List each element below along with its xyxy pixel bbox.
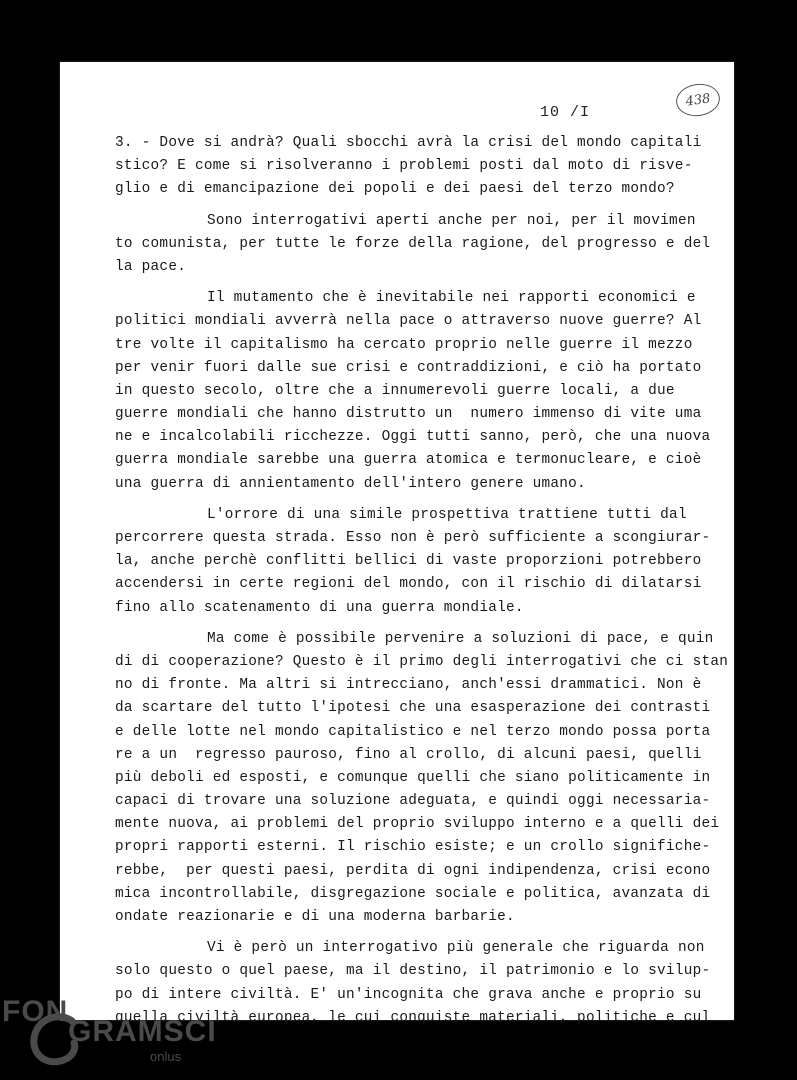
text-line: una guerra di annientamento dell'intero genere umano. bbox=[115, 475, 586, 492]
text-line: tre volte il capitalismo ha cercato proprio nelle guerre il mezzo bbox=[115, 336, 693, 353]
text-line: Vi è però un interrogativo più generale che riguarda non bbox=[207, 940, 705, 957]
text-line: mica incontrollabile, disgregazione sociale e politica, avanzata di bbox=[115, 885, 711, 902]
paragraph bbox=[115, 210, 715, 280]
text-line: la, anche perchè conflitti bellici di vaste proporzioni potrebbero bbox=[115, 553, 702, 570]
text-line: fino allo scatenamento di una guerra mondiale. bbox=[115, 599, 524, 616]
text-line: politici mondiali avverrà nella pace o attraverso nuove guerre? Al bbox=[115, 313, 702, 330]
text-line: percorrere questa strada. Esso non è però sufficiente a scongiurar- bbox=[115, 530, 711, 546]
text-line: 3. - Dove si andrà? Quali sbocchi avrà la crisi del mondo capitali bbox=[115, 135, 702, 151]
fondazione-gramsci-watermark bbox=[0, 985, 230, 1075]
text-line: da scartare del tutto l'ipotesi che una esasperazione dei contrasti bbox=[115, 700, 711, 717]
text-line: in questo secolo, oltre che a innumerevoli guerre locali, a due bbox=[115, 382, 675, 399]
text-line: no di fronte. Ma altri si intrecciano, anch'essi drammatici. Non è bbox=[115, 677, 702, 694]
text-line: e delle lotte nel mondo capitalistico e nel terzo mondo possa porta bbox=[115, 723, 711, 740]
watermark-prefix: FON bbox=[2, 995, 69, 1028]
text-line: mente nuova, ai problemi del proprio sviluppo interno e a quelli dei bbox=[115, 816, 720, 833]
page-number: 10 /I bbox=[540, 104, 591, 121]
paragraph bbox=[115, 132, 715, 202]
text-line: guerra mondiale sarebbe una guerra atomica e termonucleare, e cioè bbox=[115, 452, 702, 469]
text-line: Ma come è possibile pervenire a soluzioni di pace, e quin bbox=[207, 630, 714, 647]
text-line: propri rapporti esterni. Il rischio esiste; e un crollo significhe- bbox=[115, 839, 711, 856]
watermark-name: GRAMSCI bbox=[68, 1015, 217, 1048]
text-line: po di intere civiltà. E' un'incognita che grava anche e proprio su bbox=[115, 986, 702, 1003]
archive-stamp: 438 bbox=[674, 81, 722, 119]
text-line: capaci di trovare una soluzione adeguata, e quindi oggi necessaria- bbox=[115, 793, 711, 810]
paragraph bbox=[115, 628, 729, 929]
paragraph bbox=[115, 287, 715, 496]
document-body bbox=[115, 132, 729, 1030]
text-line: Il mutamento che è inevitabile nei rapporti economici e bbox=[207, 290, 696, 307]
text-line: Sono interrogativi aperti anche per noi, per il movimen bbox=[207, 212, 696, 229]
text-line: per venir fuori dalle sue crisi e contraddizioni, e ciò ha portato bbox=[115, 359, 702, 376]
text-line: to comunista, per tutte le forze della ragione, del progresso e del bbox=[115, 235, 711, 252]
watermark-suffix: onlus bbox=[150, 1049, 182, 1064]
text-line: rebbe, per questi paesi, perdita di ogni indipendenza, crisi econo bbox=[115, 862, 711, 879]
text-line: re a un regresso pauroso, fino al crollo, di alcuni paesi, quelli bbox=[115, 746, 702, 763]
text-line: più deboli ed esposti, e comunque quelli che siano politicamente in bbox=[115, 769, 711, 786]
paragraph bbox=[115, 504, 715, 620]
text-line: di di cooperazione? Questo è il primo degli interrogativi che ci stan bbox=[115, 653, 729, 670]
text-line: accendersi in certe regioni del mondo, con il rischio di dilatarsi bbox=[115, 576, 702, 593]
text-line: guerre mondiali che hanno distrutto un numero immenso di vite uma bbox=[115, 406, 702, 423]
text-line: solo questo o quel paese, ma il destino, il patrimonio e lo svilup- bbox=[115, 963, 711, 980]
text-line: quella civiltà europea, le cui conquiste materiali, politiche e cul bbox=[115, 1009, 711, 1026]
text-line: ne e incalcolabili ricchezze. Oggi tutti sanno, però, che una nuova bbox=[115, 429, 711, 446]
text-line: la pace. bbox=[115, 258, 187, 275]
text-line: L'orrore di una simile prospettiva trattiene tutti dal bbox=[207, 506, 687, 523]
text-line: glio e di emancipazione dei popoli e dei paesi del terzo mondo? bbox=[115, 181, 675, 198]
text-line: stico? E come si risolveranno i problemi posti dal moto di risve- bbox=[115, 158, 693, 175]
document-page bbox=[60, 62, 734, 1026]
text-line: ondate reazionarie e di una moderna barbarie. bbox=[115, 909, 515, 925]
